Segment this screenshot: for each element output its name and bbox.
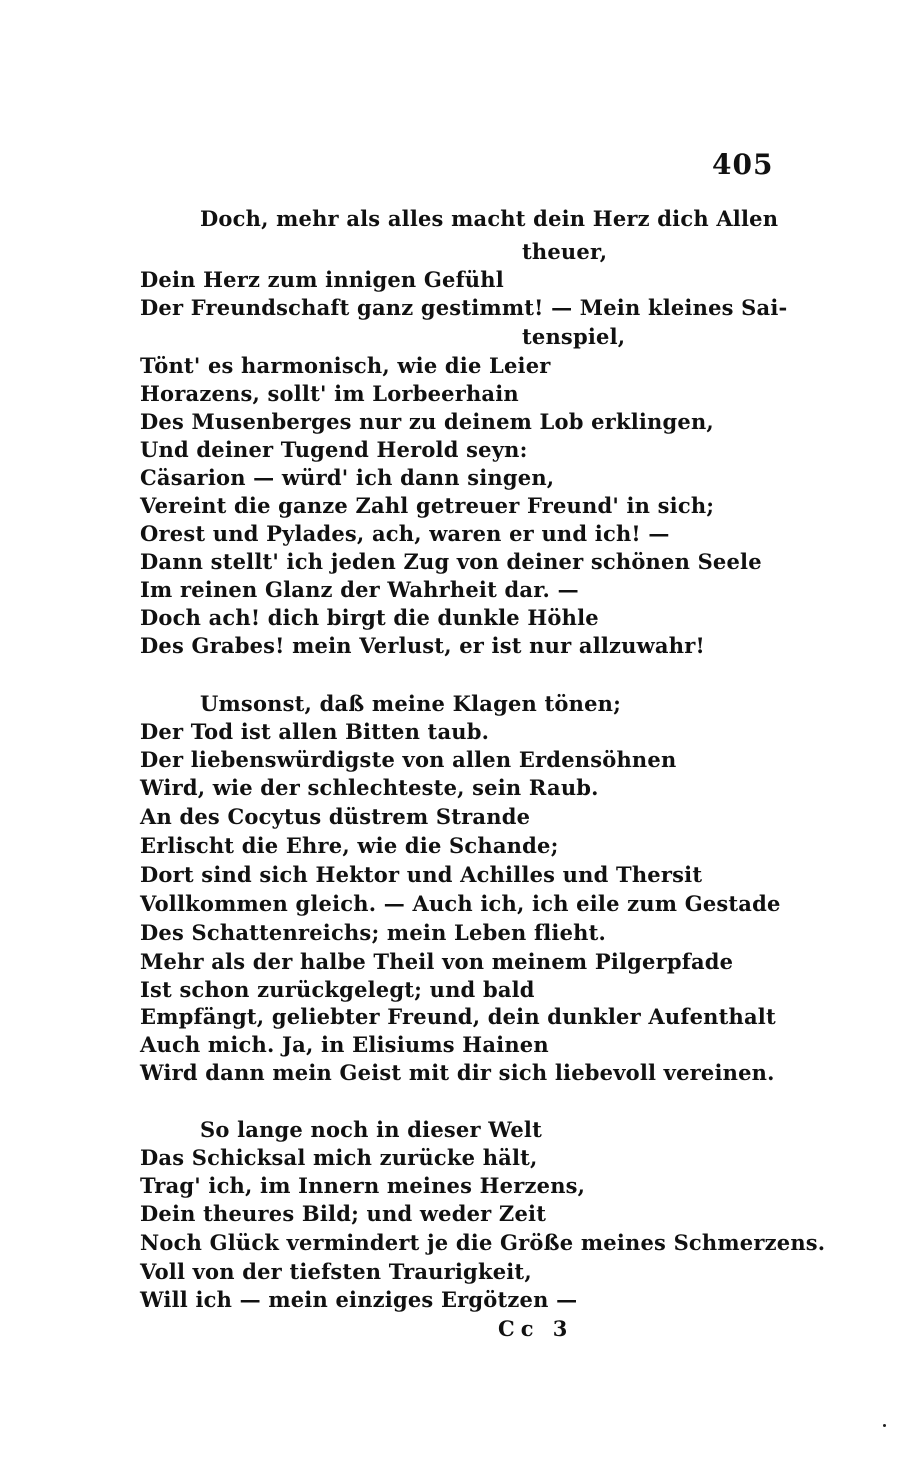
verse-line: Doch ach! dich birgt die dunkle Höhle (140, 605, 599, 630)
verse-line: Ist schon zurückgelegt; und bald (140, 977, 535, 1002)
verse-line-turnover: theuer, (522, 239, 608, 264)
verse-line: Umsonst, daß meine Klagen tönen; (200, 691, 622, 716)
verse-line: Wird, wie der schlechteste, sein Raub. (140, 775, 599, 800)
verse-line: So lange noch in dieser Welt (200, 1117, 542, 1142)
verse-line: Cäsarion — würd' ich dann singen, (140, 465, 555, 490)
verse-line: Dann stellt' ich jeden Zug von deiner schönen Seele (140, 549, 762, 574)
verse-line: Mehr als der halbe Theil von meinem Pilgerpfade (140, 949, 734, 974)
verse-line: Und deiner Tugend Herold seyn: (140, 437, 528, 462)
verse-line: Der Freundschaft ganz gestimmt! — Mein kleines Sai- (140, 295, 788, 320)
verse-line: Voll von der tiefsten Traurigkeit, (140, 1259, 532, 1284)
verse-line: Tönt' es harmonisch, wie die Leier (140, 353, 551, 378)
verse-line: Der liebenswürdigste von allen Erdensöhnen (140, 747, 677, 772)
print-speck (883, 1424, 886, 1427)
verse-line: Der Tod ist allen Bitten taub. (140, 719, 490, 744)
verse-line: Dein Herz zum innigen Gefühl (140, 267, 504, 292)
verse-line: Noch Glück vermindert je die Größe meines Schmerzens. (140, 1230, 826, 1255)
verse-line: Horazens, sollt' im Lorbeerhain (140, 381, 519, 406)
verse-line: Wird dann mein Geist mit dir sich liebevoll vereinen. (140, 1060, 775, 1085)
verse-line: Des Musenberges nur zu deinem Lob erklingen, (140, 409, 714, 434)
verse-line: Das Schicksal mich zurücke hält, (140, 1145, 538, 1170)
verse-line: An des Cocytus düstrem Strande (140, 804, 531, 829)
verse-line: Des Schattenreichs; mein Leben flieht. (140, 920, 607, 945)
verse-line: Vereint die ganze Zahl getreuer Freund' in sich; (140, 493, 715, 518)
verse-line: Dort sind sich Hektor und Achilles und Thersit (140, 862, 703, 887)
verse-line: Doch, mehr als alles macht dein Herz dich Allen (200, 206, 779, 231)
verse-line: Vollkommen gleich. — Auch ich, ich eile zum Gestade (140, 891, 781, 916)
verse-line: Trag' ich, im Innern meines Herzens, (140, 1173, 586, 1198)
verse-line: Orest und Pylades, ach, waren er und ich! — (140, 521, 670, 546)
verse-line-turnover: tenspiel, (522, 324, 626, 349)
verse-line: Erlischt die Ehre, wie die Schande; (140, 833, 559, 858)
verse-line: Empfängt, geliebter Freund, dein dunkler Aufenthalt (140, 1004, 776, 1029)
verse-line: Des Grabes! mein Verlust, er ist nur allzuwahr! (140, 633, 705, 658)
verse-line: Will ich — mein einziges Ergötzen — (140, 1287, 578, 1312)
signature-mark: Cc 3 (498, 1316, 574, 1341)
verse-line: Dein theures Bild; und weder Zeit (140, 1201, 547, 1226)
page-number: 405 (712, 148, 774, 181)
verse-line: Auch mich. Ja, in Elisiums Hainen (140, 1032, 549, 1057)
verse-line: Im reinen Glanz der Wahrheit dar. — (140, 577, 579, 602)
